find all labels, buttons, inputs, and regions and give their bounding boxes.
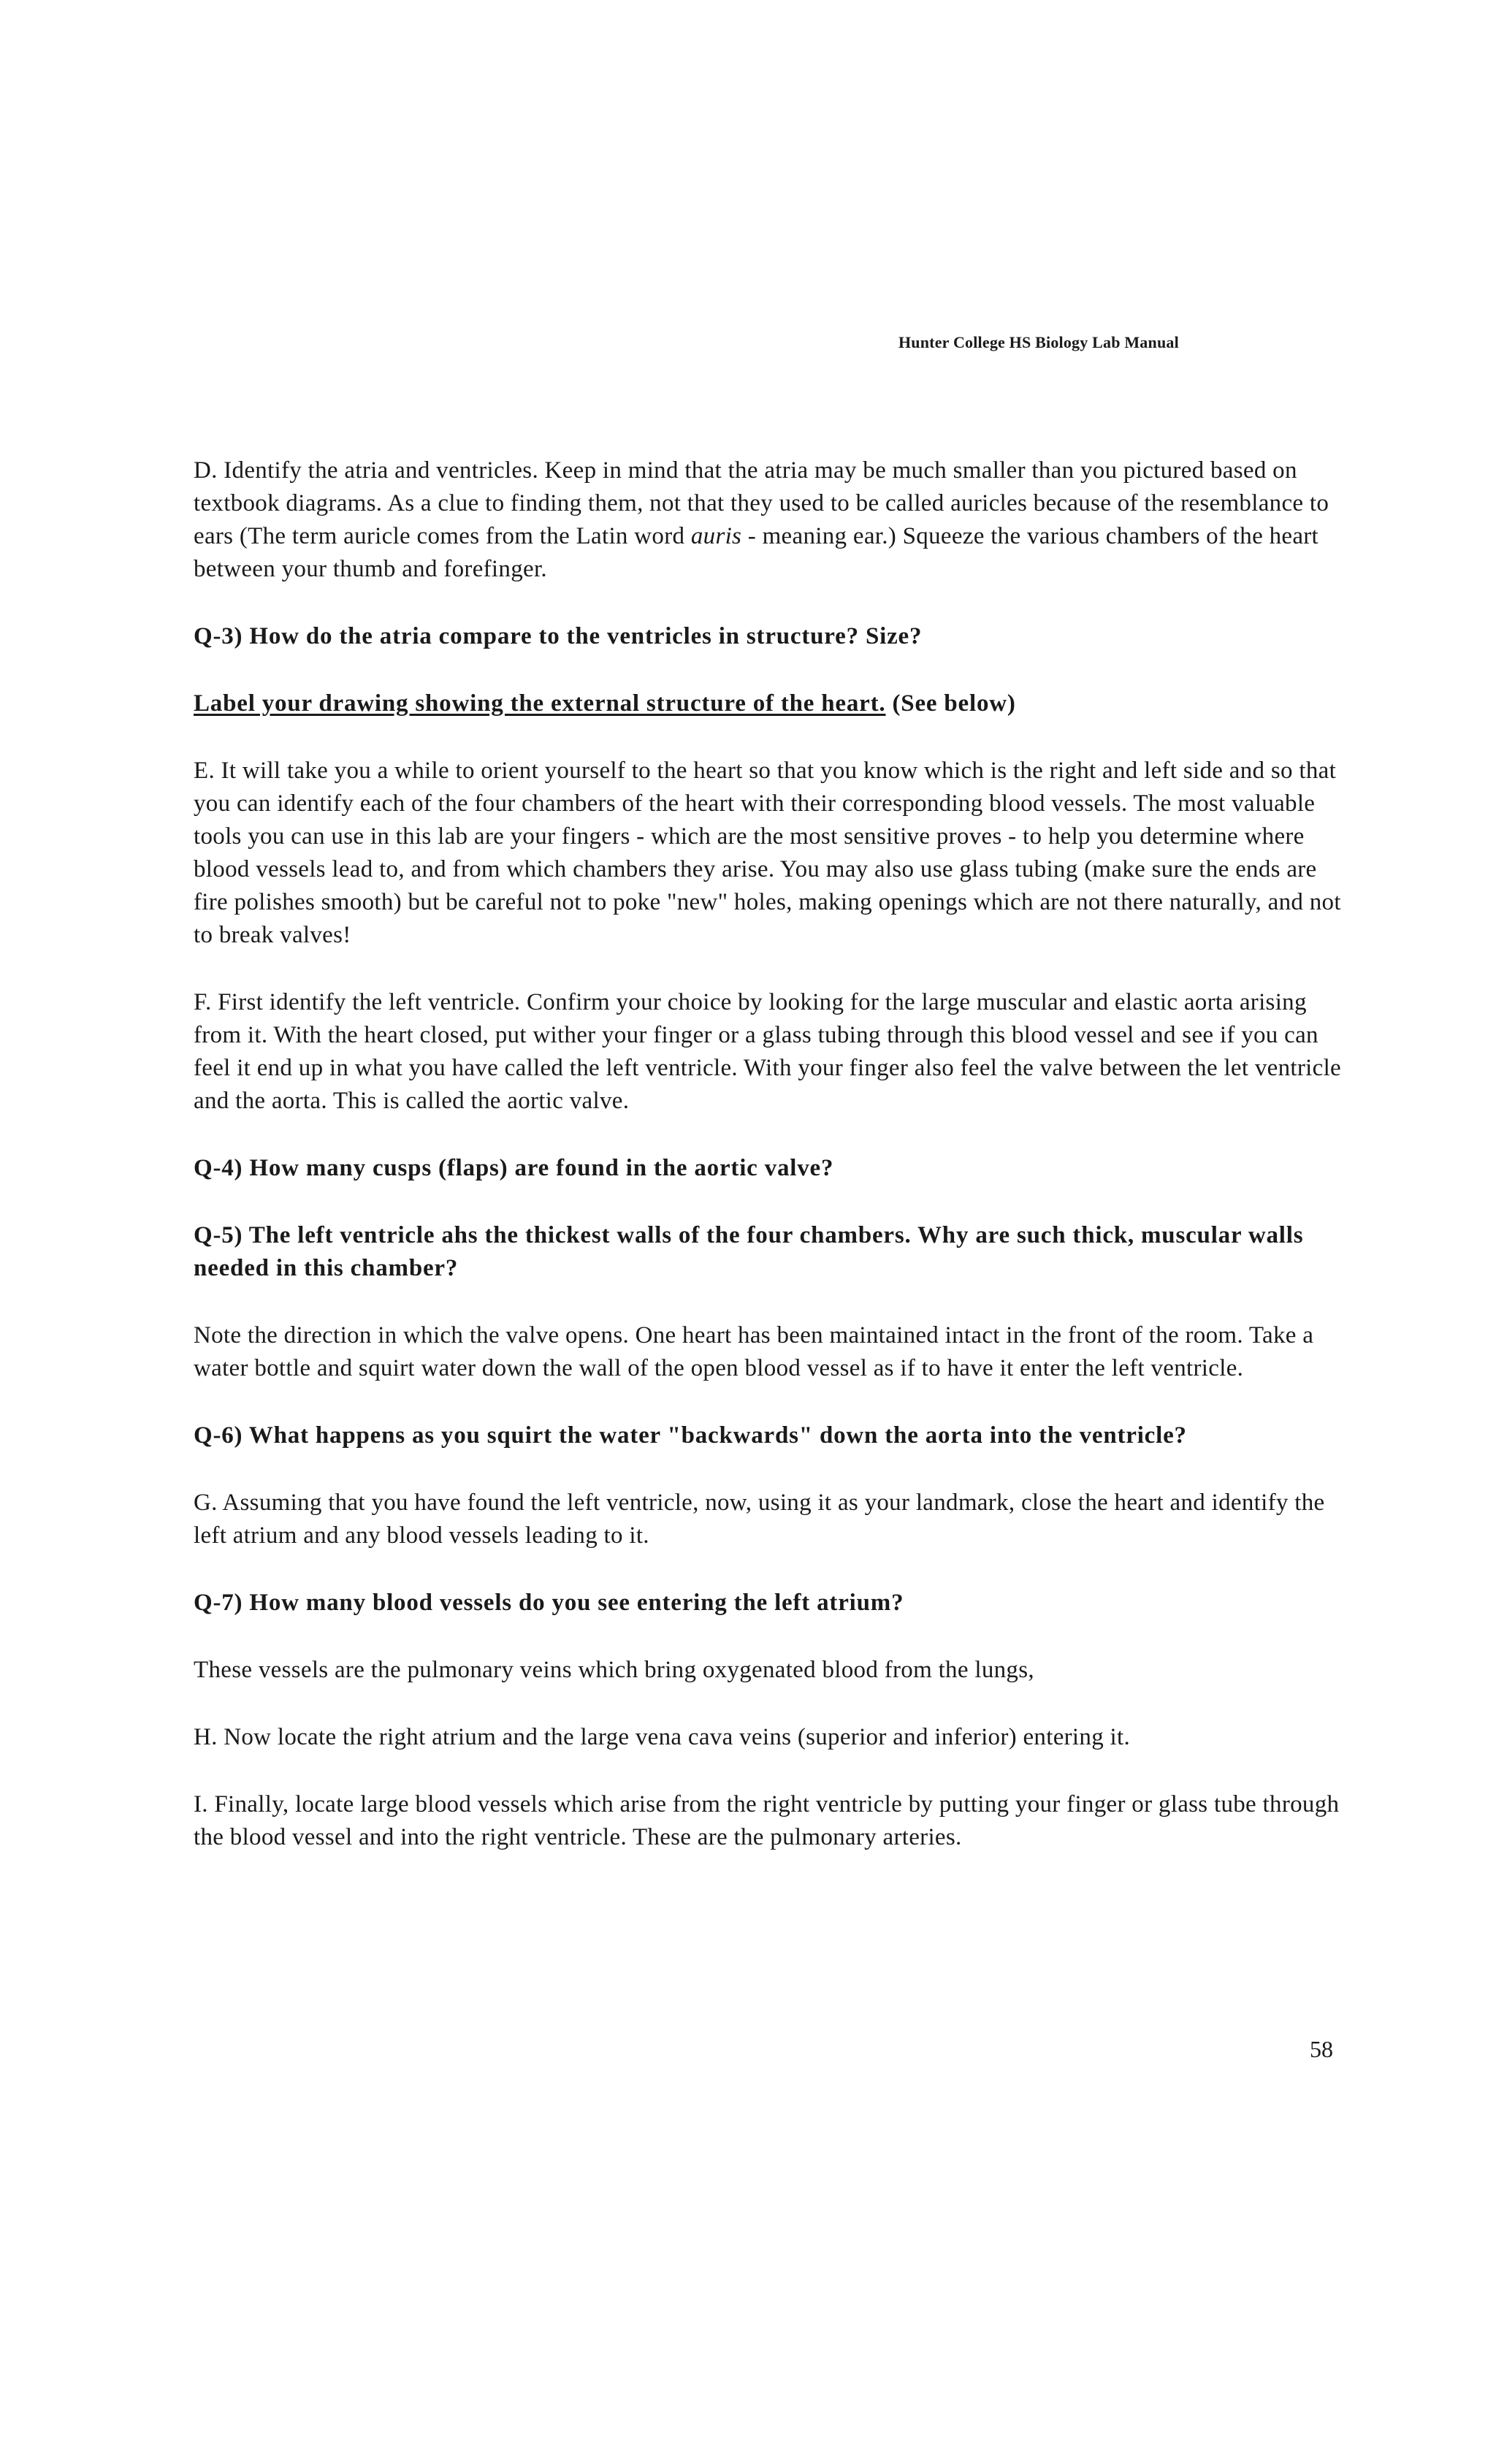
paragraph-d: [194, 454, 1348, 586]
label-instruction: [194, 687, 1348, 720]
question-5: Q-5) The left ventricle ahs the thickest walls of the four chambers. Why are such thick, muscular walls needed in this chamber?: [194, 1222, 1304, 1281]
paragraph-f: F. First identify the left ventricle. Confirm your choice by looking for the large muscular and elastic aorta arising from it. With the heart closed, put wither your finger or a glass tubing through this blood vessel and see if you can feel it end up in what you have called the left ventricle. With your finger also feel the valve between the let ventricle and the aorta. This is called the aortic valve.: [194, 989, 1342, 1114]
paragraph-g: G. Assuming that you have found the left ventricle, now, using it as your landmark, close the heart and identify the left atrium and any blood vessels leading to it.: [194, 1490, 1325, 1549]
paragraph-note: Note the direction in which the valve opens. One heart has been maintained intact in the front of the room. Take a water bottle and squirt water down the wall of the open blood vessel as if to have it enter the left ventricle.: [194, 1322, 1314, 1381]
question-3: Q-3) How do the atria compare to the ventricles in structure? Size?: [194, 623, 923, 649]
paragraph-e: E. It will take you a while to orient yourself to the heart so that you know which is the right and left side and so that you can identify each of the four chambers of the heart with their corresponding blood vessels. The most valuable tools you can use in this lab are your fingers - which are the most sensitive proves - to help you determine where blood vessels lead to, and from which chambers they arise. You may also use glass tubing (make sure the ends are fire polishes smooth) but be careful not to poke "new" holes, making openings which are not there naturally, and not to break valves!: [194, 758, 1341, 948]
question-6: Q-6) What happens as you squirt the water "backwards" down the aorta into the ventricle?: [194, 1422, 1187, 1449]
page-body: [194, 454, 1348, 1854]
paragraph-d-italic-term: auris: [690, 523, 742, 549]
paragraph-h: H. Now locate the right atrium and the large vena cava veins (superior and inferior) entering it.: [194, 1724, 1131, 1750]
paragraph-i: I. Finally, locate large blood vessels which arise from the right ventricle by putting your finger or glass tube through the blood vessel and into the right ventricle. These are the pulmonary arteries.: [194, 1791, 1340, 1850]
page-number: 58: [1310, 2036, 1333, 2062]
label-instruction-rest: (See below): [885, 690, 1016, 717]
paragraph-d-text: D. Identify the atria and ventricles. Keep in mind that the atria may be much smaller than you pictured based on textbook diagrams. As a clue to finding them, not that they used to be called auricles because of the resemblance to ears (The term auricle comes from the Latin word: [194, 457, 1329, 549]
question-7: Q-7) How many blood vessels do you see entering the left atrium?: [194, 1590, 904, 1616]
label-instruction-underlined: Label your drawing showing the external structure of the heart.: [194, 690, 886, 717]
paragraph-d-text-end: - meaning ear.) Squeeze the various chambers of the heart between your thumb and forefinger.: [194, 523, 1319, 582]
paragraph-these: These vessels are the pulmonary veins which bring oxygenated blood from the lungs,: [194, 1657, 1034, 1683]
running-header: Hunter College HS Biology Lab Manual: [898, 333, 1179, 351]
question-4: Q-4) How many cusps (flaps) are found in the aortic valve?: [194, 1155, 834, 1181]
